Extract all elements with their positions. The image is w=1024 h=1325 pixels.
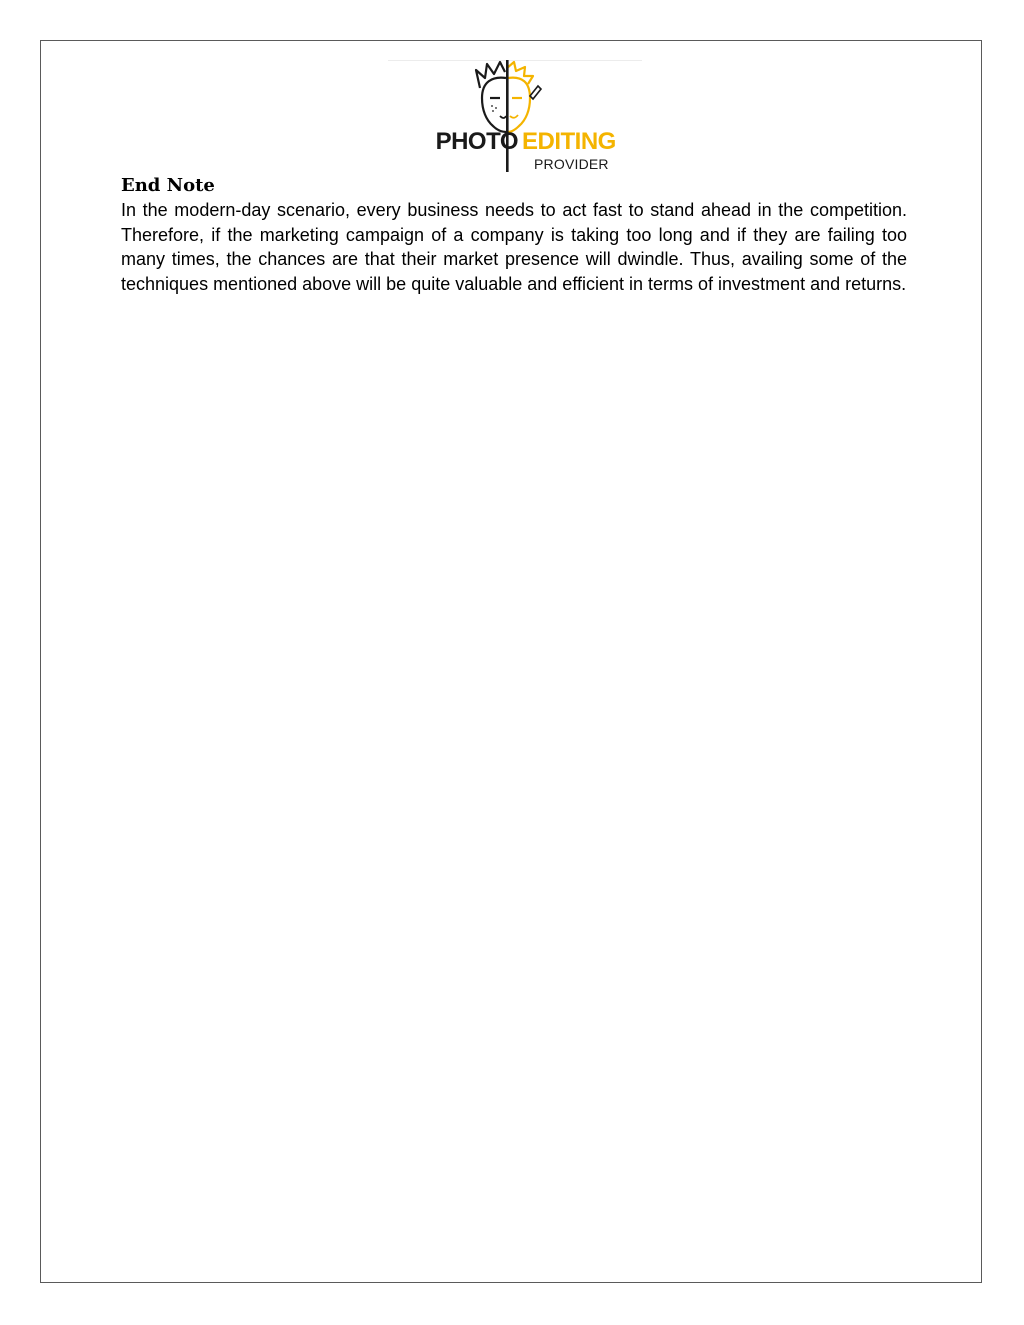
end-note-section: [121, 174, 907, 296]
logo-wordmark: [408, 128, 644, 158]
logo-subtitle: PROVIDER: [534, 156, 609, 172]
section-paragraph: In the modern-day scenario, every business needs to act fast to stand ahead in the competition. Therefore, if the marketing campaign of a company is taking too long and if they are failing too many times, the chances are that their market presence will dwindle. Thus, availing some of the techniques mentioned above will be quite valuable and efficient in terms of investment and returns.: [121, 200, 907, 294]
photo-editing-provider-logo: [388, 58, 644, 176]
section-heading: End Note: [121, 175, 215, 196]
logo-word-editing: EDITING: [522, 128, 616, 155]
logo-word-photo: PHOTO: [435, 128, 518, 155]
